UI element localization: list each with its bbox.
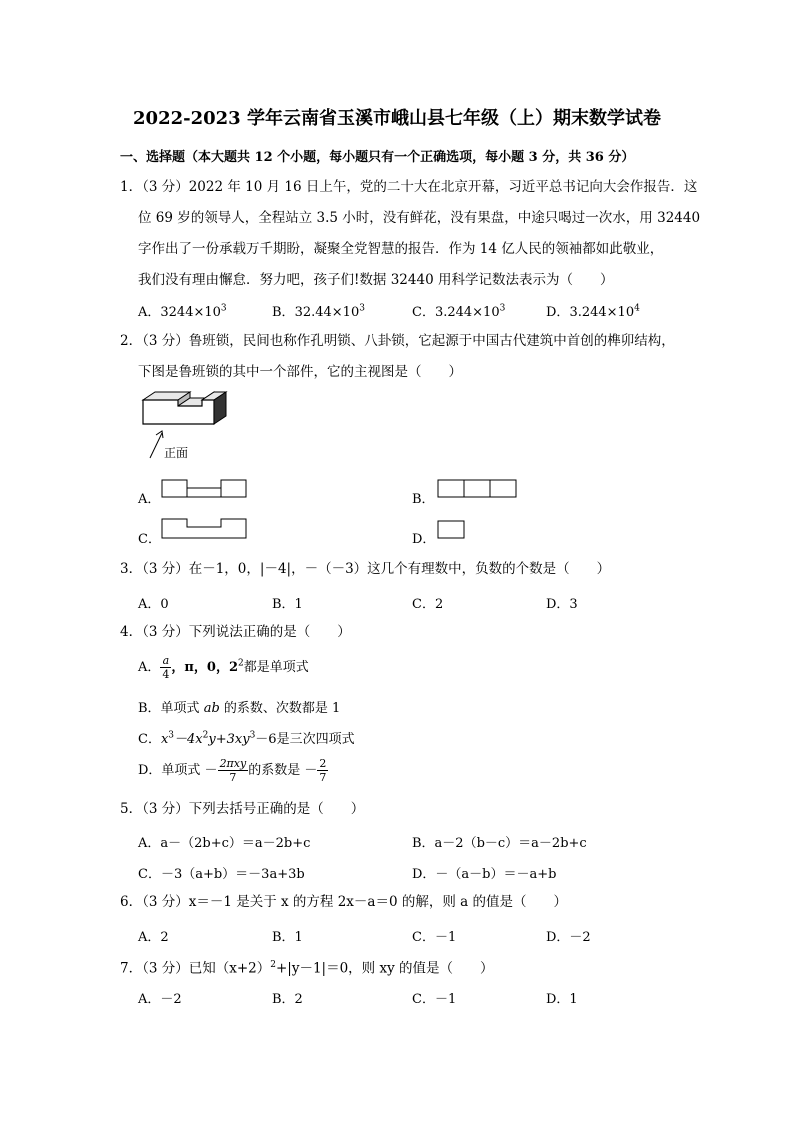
option-a-figure <box>161 479 251 501</box>
fraction <box>218 757 249 784</box>
option-c[interactable]: C．－3（a+b）＝－3a+3b <box>138 867 305 882</box>
option-exponent: 4 <box>634 303 640 314</box>
option-label: B． <box>272 305 295 320</box>
numerator: 2πxy <box>219 757 247 770</box>
option-exponent: 3 <box>499 303 506 314</box>
question-1-line: 1．（3 分）2022 年 10 月 16 日上午，党的二十大在北京开幕，习近平总书记向大会作报告．这 <box>120 179 698 195</box>
question-5-line: 5．（3 分）下列去括号正确的是（ ） <box>120 801 365 817</box>
option-b[interactable]: B．2 <box>272 992 303 1007</box>
option-label: A． <box>138 660 161 675</box>
expr: y+3xy <box>208 732 250 747</box>
exponent: 2 <box>238 658 244 669</box>
option-c[interactable] <box>138 728 355 747</box>
option-text: 是三次四项式 <box>276 732 355 747</box>
option-b[interactable]: B．1 <box>272 597 303 612</box>
option-label: A． <box>138 492 161 507</box>
question-2-line: 下图是鲁班锁的其中一个部件，它的主视图是（ ） <box>138 364 462 380</box>
denominator: 4 <box>162 668 170 681</box>
option-text: 都是单项式 <box>243 660 309 675</box>
option-exponent: 3 <box>359 303 365 314</box>
option-text: 3.244×10 <box>569 305 635 320</box>
denominator: 7 <box>229 771 237 784</box>
option-d[interactable]: D．－（a－b）＝－a+b <box>412 867 557 882</box>
section-heading: 一、选择题（本大题共 12 个小题，每小题只有一个正确选项，每小题 3 分，共 36 分） <box>120 150 635 165</box>
option-a[interactable]: A．0 <box>138 597 169 612</box>
page-title: 2022-2023 学年云南省玉溪市峨山县七年级（上）期末数学试卷 <box>133 108 661 129</box>
option-text: 32.44×10 <box>294 305 360 320</box>
option-text: 的系数是 － <box>248 763 318 778</box>
fraction <box>160 654 171 681</box>
option-label: C． <box>138 732 161 747</box>
exponent: 2 <box>202 730 209 741</box>
variable: ab <box>203 701 220 716</box>
option-a[interactable] <box>138 301 227 320</box>
option-b[interactable] <box>138 697 340 716</box>
option-d[interactable] <box>546 301 640 320</box>
option-a[interactable] <box>138 488 160 507</box>
question-4-line: 4．（3 分）下列说法正确的是（ ） <box>120 624 351 640</box>
exponent: 3 <box>249 730 256 741</box>
option-d-figure <box>437 520 467 542</box>
option-b[interactable] <box>412 488 435 507</box>
option-exponent: 3 <box>220 303 227 314</box>
front-label: 正面 <box>164 446 189 460</box>
option-a[interactable] <box>138 654 309 681</box>
option-label: D．单项式 － <box>138 763 218 778</box>
option-a[interactable]: A．－2 <box>138 992 182 1007</box>
option-c[interactable] <box>138 528 161 547</box>
option-text: 的系数、次数都是 1 <box>219 701 341 716</box>
option-label: A． <box>138 305 161 320</box>
expr: －4x <box>174 732 203 747</box>
lock-part-figure <box>140 390 240 465</box>
question-text: +|y－1|＝0，则 xy 的值是（ ） <box>275 960 494 977</box>
question-7-line <box>120 950 494 985</box>
option-label: B．单项式 <box>138 701 204 716</box>
option-c[interactable] <box>412 301 505 320</box>
option-label: C． <box>412 305 435 320</box>
option-d[interactable] <box>412 528 435 547</box>
option-c[interactable]: C．2 <box>412 597 444 612</box>
question-3-line: 3．（3 分）在－1，0，|－4|，－（－3）这几个有理数中，负数的个数是（ ） <box>120 561 611 577</box>
question-1-line: 字作出了一份承载万千期盼，凝聚全党智慧的报告．作为 14 亿人民的领袖都如此敬业， <box>138 241 664 257</box>
exponent: 3 <box>168 730 175 741</box>
option-text: 3244×10 <box>160 305 221 320</box>
fraction <box>317 757 328 784</box>
numerator: a <box>160 654 171 668</box>
option-label: D． <box>412 532 436 547</box>
option-label: B． <box>412 492 435 507</box>
option-a[interactable]: A．2 <box>138 930 169 945</box>
option-b[interactable] <box>272 301 365 320</box>
expr: －6 <box>255 732 277 747</box>
option-b[interactable]: B．1 <box>272 930 303 945</box>
option-b[interactable]: B．a－2（b－c）＝a－2b+c <box>412 836 587 851</box>
option-d[interactable]: D．3 <box>546 597 578 612</box>
option-a[interactable]: A．a－（2b+c）＝a－2b+c <box>138 836 311 851</box>
option-d[interactable] <box>138 757 328 784</box>
question-6-line: 6．（3 分）x＝－1 是关于 x 的方程 2x－a＝0 的解，则 a 的值是（ ） <box>120 894 567 910</box>
exponent: 2 <box>270 960 276 970</box>
denominator: 7 <box>319 771 327 784</box>
option-label: D． <box>546 305 570 320</box>
option-c-figure <box>161 518 251 542</box>
option-label: C． <box>138 532 161 547</box>
option-c[interactable]: C．－1 <box>412 992 457 1007</box>
numerator: 2 <box>319 757 327 770</box>
option-d[interactable]: D．1 <box>546 992 578 1007</box>
option-text: 3.244×10 <box>434 305 500 320</box>
question-1-line: 位 69 岁的领导人，全程站立 3.5 小时，没有鲜花，没有果盘，中途只喝过一次水，用 32440 <box>138 210 701 226</box>
question-text: 7．（3 分）已知（x+2） <box>120 960 271 977</box>
question-1-line: 我们没有理由懈怠．努力吧，孩子们!数据 32440 用科学记数法表示为（ ） <box>138 272 614 288</box>
option-text: ，π，0，2 <box>171 660 238 675</box>
option-c[interactable]: C．－1 <box>412 930 457 945</box>
option-b-figure <box>437 479 522 501</box>
expr: x <box>160 732 169 747</box>
question-2-line: 2．（3 分）鲁班锁，民间也称作孔明锁、八卦锁，它起源于中国古代建筑中首创的榫卯结构， <box>120 333 675 349</box>
option-d[interactable]: D．－2 <box>546 930 591 945</box>
